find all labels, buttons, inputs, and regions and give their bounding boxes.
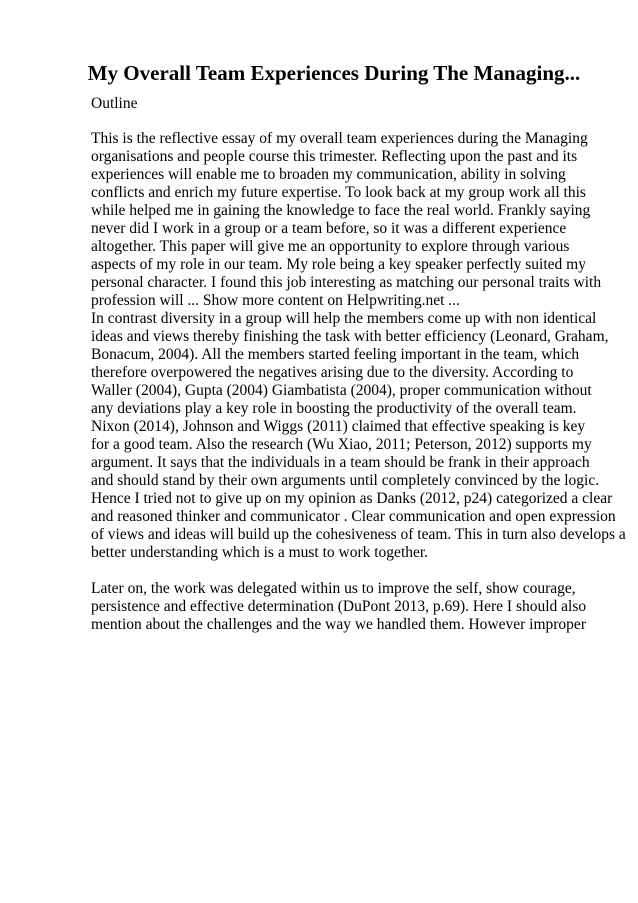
body-line: This is the reflective essay of my overall team experiences during the Managing [91, 130, 588, 147]
body-line: In contrast diversity in a group will help the members come up with non identical [91, 310, 597, 327]
body-line: mention about the challenges and the way we handled them. However improper [91, 616, 586, 633]
body-line: organisations and people course this trimester. Reflecting upon the past and its [91, 148, 578, 165]
body-line: profession will ... Show more content on Helpwriting.net ... [91, 292, 460, 309]
body-line: Waller (2004), Gupta (2004) Giambatista (2004), proper communication without [91, 382, 592, 399]
body-line: and should stand by their own arguments until completely convinced by the logic. [91, 472, 600, 489]
body-line: persistence and effective determination (DuPont 2013, p.69). Here I should also [91, 598, 587, 615]
body-line: for a good team. Also the research (Wu Xiao, 2011; Peterson, 2012) supports my [91, 436, 592, 453]
body-line: better understanding which is a must to work together. [91, 544, 429, 561]
body-line: Nixon (2014), Johnson and Wiggs (2011) claimed that effective speaking is key [91, 418, 586, 435]
body-line: never did I work in a group or a team before, so it was a different experience [91, 220, 567, 237]
body-line: therefore overpowered the negatives arising due to the diversity. According to [91, 364, 574, 381]
body-line: argument. It says that the individuals in a team should be frank in their approach [91, 454, 590, 471]
document-title: My Overall Team Experiences During The Managing... [87, 61, 581, 85]
body-line: Bonacum, 2004). All the members started feeling important in the team, which [91, 346, 580, 363]
body-line: Hence I tried not to give up on my opinion as Danks (2012, p24) categorized a clear [91, 490, 613, 507]
body-line: of views and ideas will build up the cohesiveness of team. This in turn also develops a [91, 526, 626, 543]
body-line: conflicts and enrich my future expertise. To look back at my group work all this [91, 184, 586, 201]
body-line: personal character. I found this job interesting as matching our personal traits with [91, 274, 602, 291]
body-line: any deviations play a key role in boosting the productivity of the overall team. [91, 400, 577, 417]
body-line: altogether. This paper will give me an opportunity to explore through various [91, 238, 570, 255]
body-line: and reasoned thinker and communicator . Clear communication and open expression [91, 508, 616, 525]
body-line: Later on, the work was delegated within us to improve the self, show courage, [91, 580, 576, 597]
section-heading: Outline [91, 95, 138, 112]
body-line: while helped me in gaining the knowledge to face the real world. Frankly saying [91, 202, 591, 219]
body-line: ideas and views thereby finishing the task with better efficiency (Leonard, Graham, [91, 328, 609, 345]
body-line: aspects of my role in our team. My role being a key speaker perfectly suited my [91, 256, 586, 273]
body-line: experiences will enable me to broaden my communication, ability in solving [91, 166, 566, 183]
